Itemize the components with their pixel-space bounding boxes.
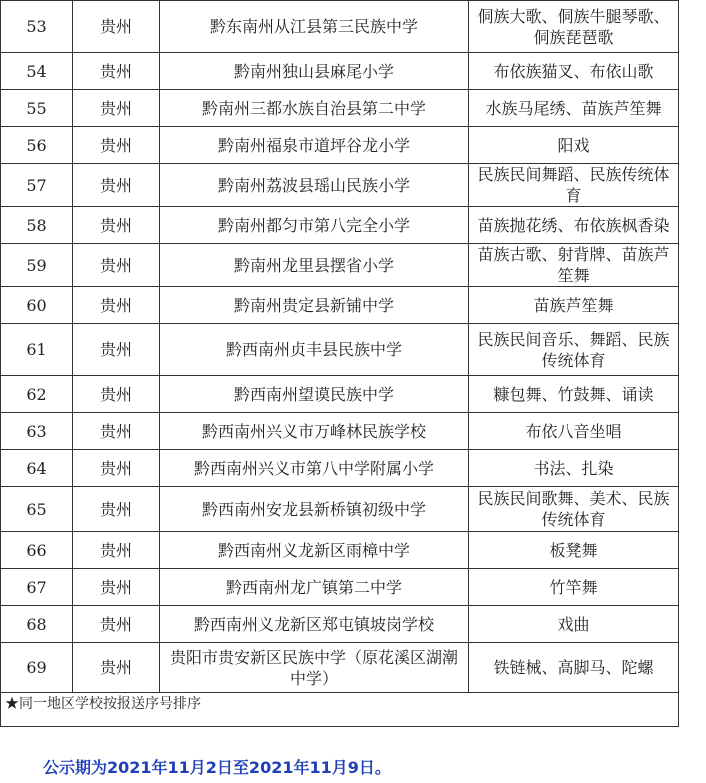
school-cell: 黔南州三都水族自治县第二中学 <box>160 90 469 127</box>
project-cell: 布依族猫叉、布依山歌 <box>469 53 679 90</box>
table-row <box>1 413 679 450</box>
school-cell: 黔西南州兴义市万峰林民族学校 <box>160 413 469 450</box>
school-cell: 黔南州荔波县瑶山民族小学 <box>160 164 469 207</box>
school-cell: 黔西南州安龙县新桥镇初级中学 <box>160 487 469 532</box>
row-number: 54 <box>1 53 73 90</box>
province-cell: 贵州 <box>73 90 160 127</box>
row-number: 61 <box>1 324 73 376</box>
table-row <box>1 643 679 693</box>
row-number: 55 <box>1 90 73 127</box>
table-row <box>1 164 679 207</box>
province-cell: 贵州 <box>73 606 160 643</box>
table-row <box>1 324 679 376</box>
school-cell: 黔西南州义龙新区郑屯镇坡岗学校 <box>160 606 469 643</box>
row-number: 59 <box>1 244 73 287</box>
table-row <box>1 376 679 413</box>
school-cell: 黔西南州义龙新区雨樟中学 <box>160 532 469 569</box>
province-cell: 贵州 <box>73 164 160 207</box>
table-row <box>1 90 679 127</box>
school-cell: 黔西南州望谟民族中学 <box>160 376 469 413</box>
row-number: 66 <box>1 532 73 569</box>
table-row <box>1 127 679 164</box>
project-cell: 糠包舞、竹鼓舞、诵读 <box>469 376 679 413</box>
row-number: 58 <box>1 207 73 244</box>
province-cell: 贵州 <box>73 569 160 606</box>
project-cell: 板凳舞 <box>469 532 679 569</box>
project-cell: 戏曲 <box>469 606 679 643</box>
row-number: 69 <box>1 643 73 693</box>
province-cell: 贵州 <box>73 643 160 693</box>
project-cell: 苗族古歌、射背牌、苗族芦笙舞 <box>469 244 679 287</box>
province-cell: 贵州 <box>73 413 160 450</box>
project-cell: 民族民间音乐、舞蹈、民族传统体育 <box>469 324 679 376</box>
school-cell: 黔南州贵定县新铺中学 <box>160 287 469 324</box>
school-cell: 黔西南州兴义市第八中学附属小学 <box>160 450 469 487</box>
project-cell: 铁链械、高脚马、陀螺 <box>469 643 679 693</box>
row-number: 68 <box>1 606 73 643</box>
footnote: ★同一地区学校按报送序号排序 <box>1 693 679 727</box>
row-number: 53 <box>1 1 73 53</box>
province-cell: 贵州 <box>73 487 160 532</box>
province-cell: 贵州 <box>73 244 160 287</box>
row-number: 60 <box>1 287 73 324</box>
table-row <box>1 450 679 487</box>
province-cell: 贵州 <box>73 207 160 244</box>
school-cell: 黔西南州贞丰县民族中学 <box>160 324 469 376</box>
school-cell: 黔东南州从江县第三民族中学 <box>160 1 469 53</box>
project-cell: 侗族大歌、侗族牛腿琴歌、侗族琵琶歌 <box>469 1 679 53</box>
school-cell: 黔南州都匀市第八完全小学 <box>160 207 469 244</box>
row-number: 57 <box>1 164 73 207</box>
province-cell: 贵州 <box>73 1 160 53</box>
table-row <box>1 569 679 606</box>
province-cell: 贵州 <box>73 287 160 324</box>
province-cell: 贵州 <box>73 376 160 413</box>
school-cell: 黔南州龙里县摆省小学 <box>160 244 469 287</box>
province-cell: 贵州 <box>73 324 160 376</box>
row-number: 67 <box>1 569 73 606</box>
project-cell: 阳戏 <box>469 127 679 164</box>
project-cell: 苗族抛花绣、布依族枫香染 <box>469 207 679 244</box>
project-cell: 水族马尾绣、苗族芦笙舞 <box>469 90 679 127</box>
project-cell: 书法、扎染 <box>469 450 679 487</box>
province-cell: 贵州 <box>73 450 160 487</box>
table-row <box>1 207 679 244</box>
table-row <box>1 487 679 532</box>
project-cell: 布依八音坐唱 <box>469 413 679 450</box>
province-cell: 贵州 <box>73 53 160 90</box>
table-row <box>1 53 679 90</box>
school-cell: 黔南州独山县麻尾小学 <box>160 53 469 90</box>
row-number: 63 <box>1 413 73 450</box>
province-cell: 贵州 <box>73 127 160 164</box>
project-cell: 民族民间歌舞、美术、民族传统体育 <box>469 487 679 532</box>
school-cell: 贵阳市贵安新区民族中学（原花溪区湖潮中学） <box>160 643 469 693</box>
table-row <box>1 1 679 53</box>
project-cell: 民族民间舞蹈、民族传统体育 <box>469 164 679 207</box>
row-number: 64 <box>1 450 73 487</box>
row-number: 62 <box>1 376 73 413</box>
school-cell: 黔西南州龙广镇第二中学 <box>160 569 469 606</box>
footnote-row <box>1 693 679 727</box>
project-cell: 竹竿舞 <box>469 569 679 606</box>
school-cell: 黔南州福泉市道坪谷龙小学 <box>160 127 469 164</box>
table-row <box>1 606 679 643</box>
row-number: 56 <box>1 127 73 164</box>
table-row <box>1 532 679 569</box>
row-number: 65 <box>1 487 73 532</box>
notice-period-text: 公示期为2021年11月2日至2021年11月9日。 <box>43 758 391 777</box>
table-row <box>1 287 679 324</box>
province-cell: 贵州 <box>73 532 160 569</box>
table-row <box>1 244 679 287</box>
project-cell: 苗族芦笙舞 <box>469 287 679 324</box>
